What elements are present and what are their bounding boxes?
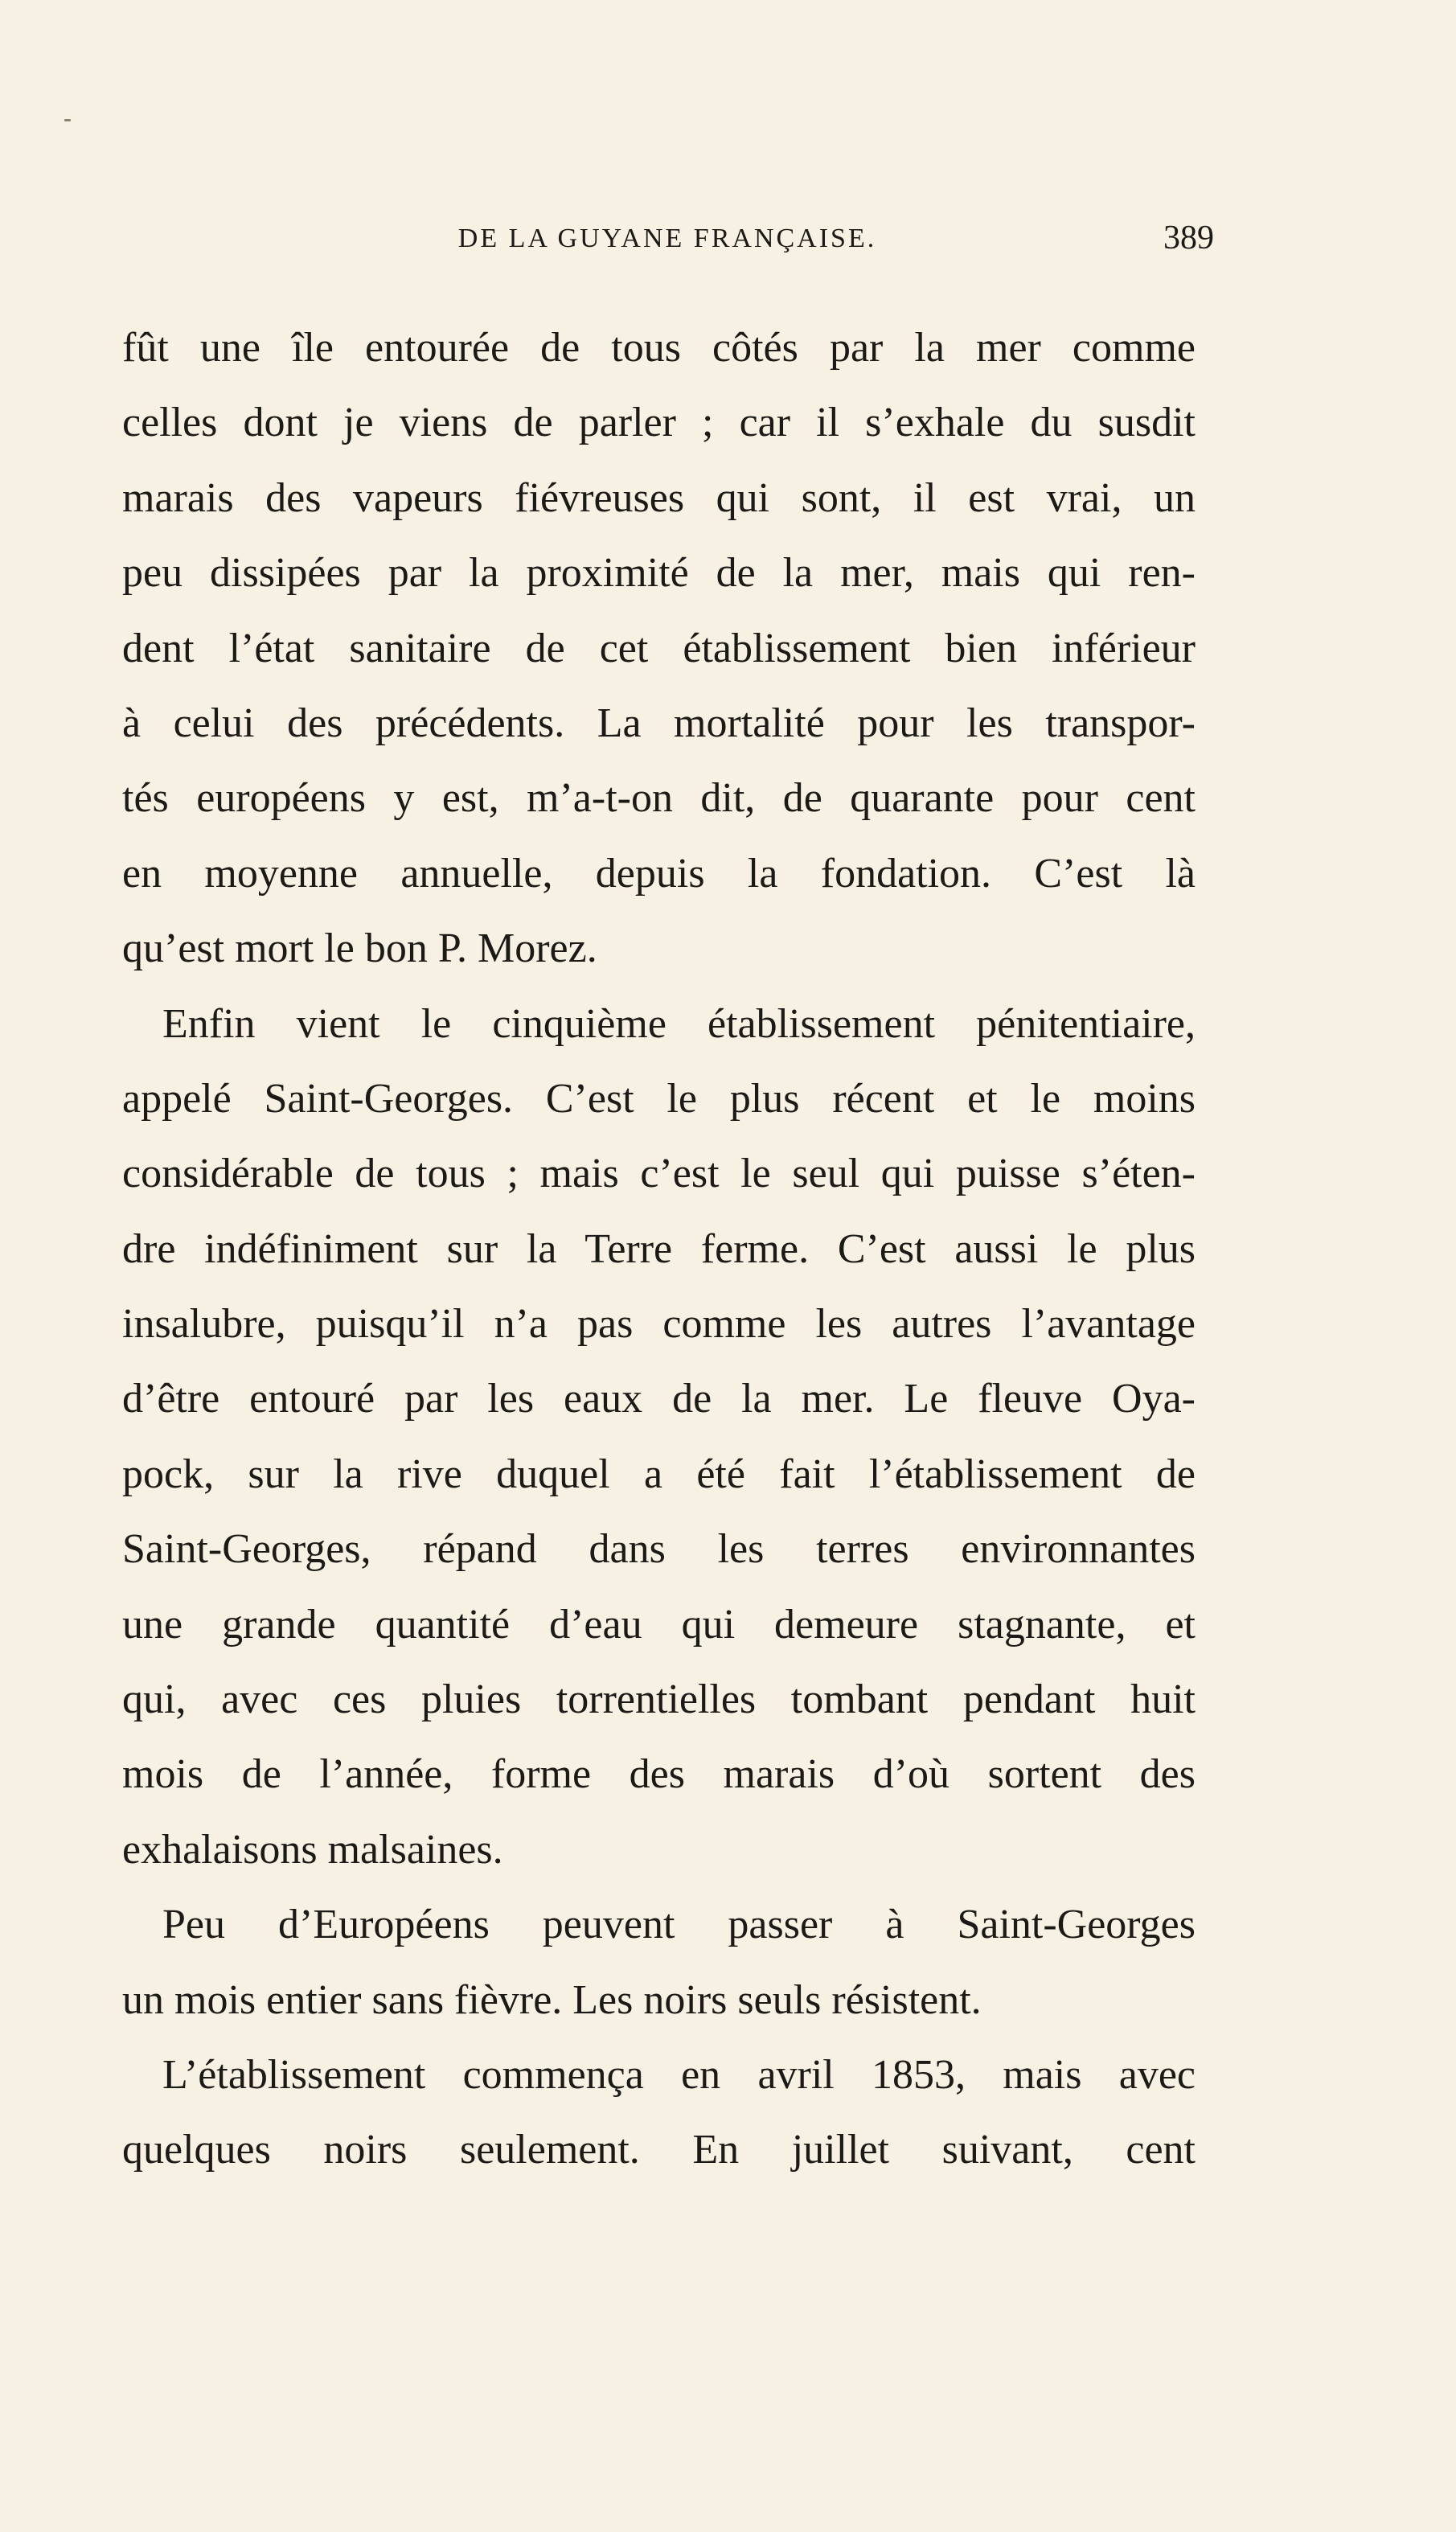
paragraph xyxy=(122,2038,1196,2188)
text-line: considérable de tous ; mais c’est le seul qui puisse s’éten- xyxy=(122,1151,1196,1197)
text-line: peu dissipées par la proximité de la mer, mais qui ren- xyxy=(122,550,1196,597)
text-line: un mois entier sans fièvre. Les noirs seuls résistent. xyxy=(122,1976,982,2023)
text-line: une grande quantité d’eau qui demeure stagnante, et xyxy=(122,1601,1196,1648)
page-number: 389 xyxy=(1163,220,1214,256)
text-line: appelé Saint-Georges. C’est le plus récent et le moins xyxy=(122,1075,1196,1122)
text-line: Enfin vient le cinquième établissement pénitentiaire, xyxy=(162,1000,1196,1047)
text-line: L’établissement commença en avril 1853, mais avec xyxy=(162,2051,1196,2098)
text-line: qu’est mort le bon P. Morez. xyxy=(122,925,597,972)
page-header xyxy=(121,220,1214,272)
paper-speck xyxy=(64,119,71,121)
text-line: marais des vapeurs fiévreuses qui sont, il est vrai, un xyxy=(122,474,1196,521)
text-line: à celui des précédents. La mortalité pour les transpor- xyxy=(122,700,1196,746)
text-line: celles dont je viens de parler ; car il s’exhale du susdit xyxy=(122,400,1196,446)
running-head: DE LA GUYANE FRANÇAISE. xyxy=(457,224,877,253)
text-line: qui, avec ces pluies torrentielles tombant pendant huit xyxy=(122,1676,1196,1723)
text-line: Peu d’Européens peuvent passer à Saint-Georges xyxy=(162,1902,1196,1948)
text-line: dre indéfiniment sur la Terre ferme. C’est aussi le plus xyxy=(122,1225,1196,1272)
paragraph xyxy=(122,310,1196,987)
paragraph xyxy=(122,987,1196,1888)
text-line: quelques noirs seulement. En juillet suivant, cent xyxy=(122,2127,1196,2173)
text-line: Saint-Georges, répand dans les terres environnantes xyxy=(122,1526,1196,1573)
text-line: d’être entouré par les eaux de la mer. Le fleuve Oya- xyxy=(122,1376,1196,1422)
text-line: dent l’état sanitaire de cet établissement bien inférieur xyxy=(122,625,1196,671)
text-line: en moyenne annuelle, depuis la fondation. C’est là xyxy=(122,850,1196,897)
text-line: mois de l’année, forme des marais d’où sortent des xyxy=(122,1751,1196,1798)
text-line: pock, sur la rive duquel a été fait l’établissement de xyxy=(122,1451,1196,1497)
text-line: fût une île entourée de tous côtés par la mer comme xyxy=(122,325,1196,371)
text-line: tés européens y est, m’a-t-on dit, de quarante pour cent xyxy=(122,775,1196,822)
paragraph xyxy=(122,1887,1196,2038)
text-line: insalubre, puisqu’il n’a pas comme les autres l’avantage xyxy=(122,1301,1196,1348)
page-body xyxy=(122,310,1196,2188)
text-line: exhalaisons malsaines. xyxy=(122,1826,503,1873)
